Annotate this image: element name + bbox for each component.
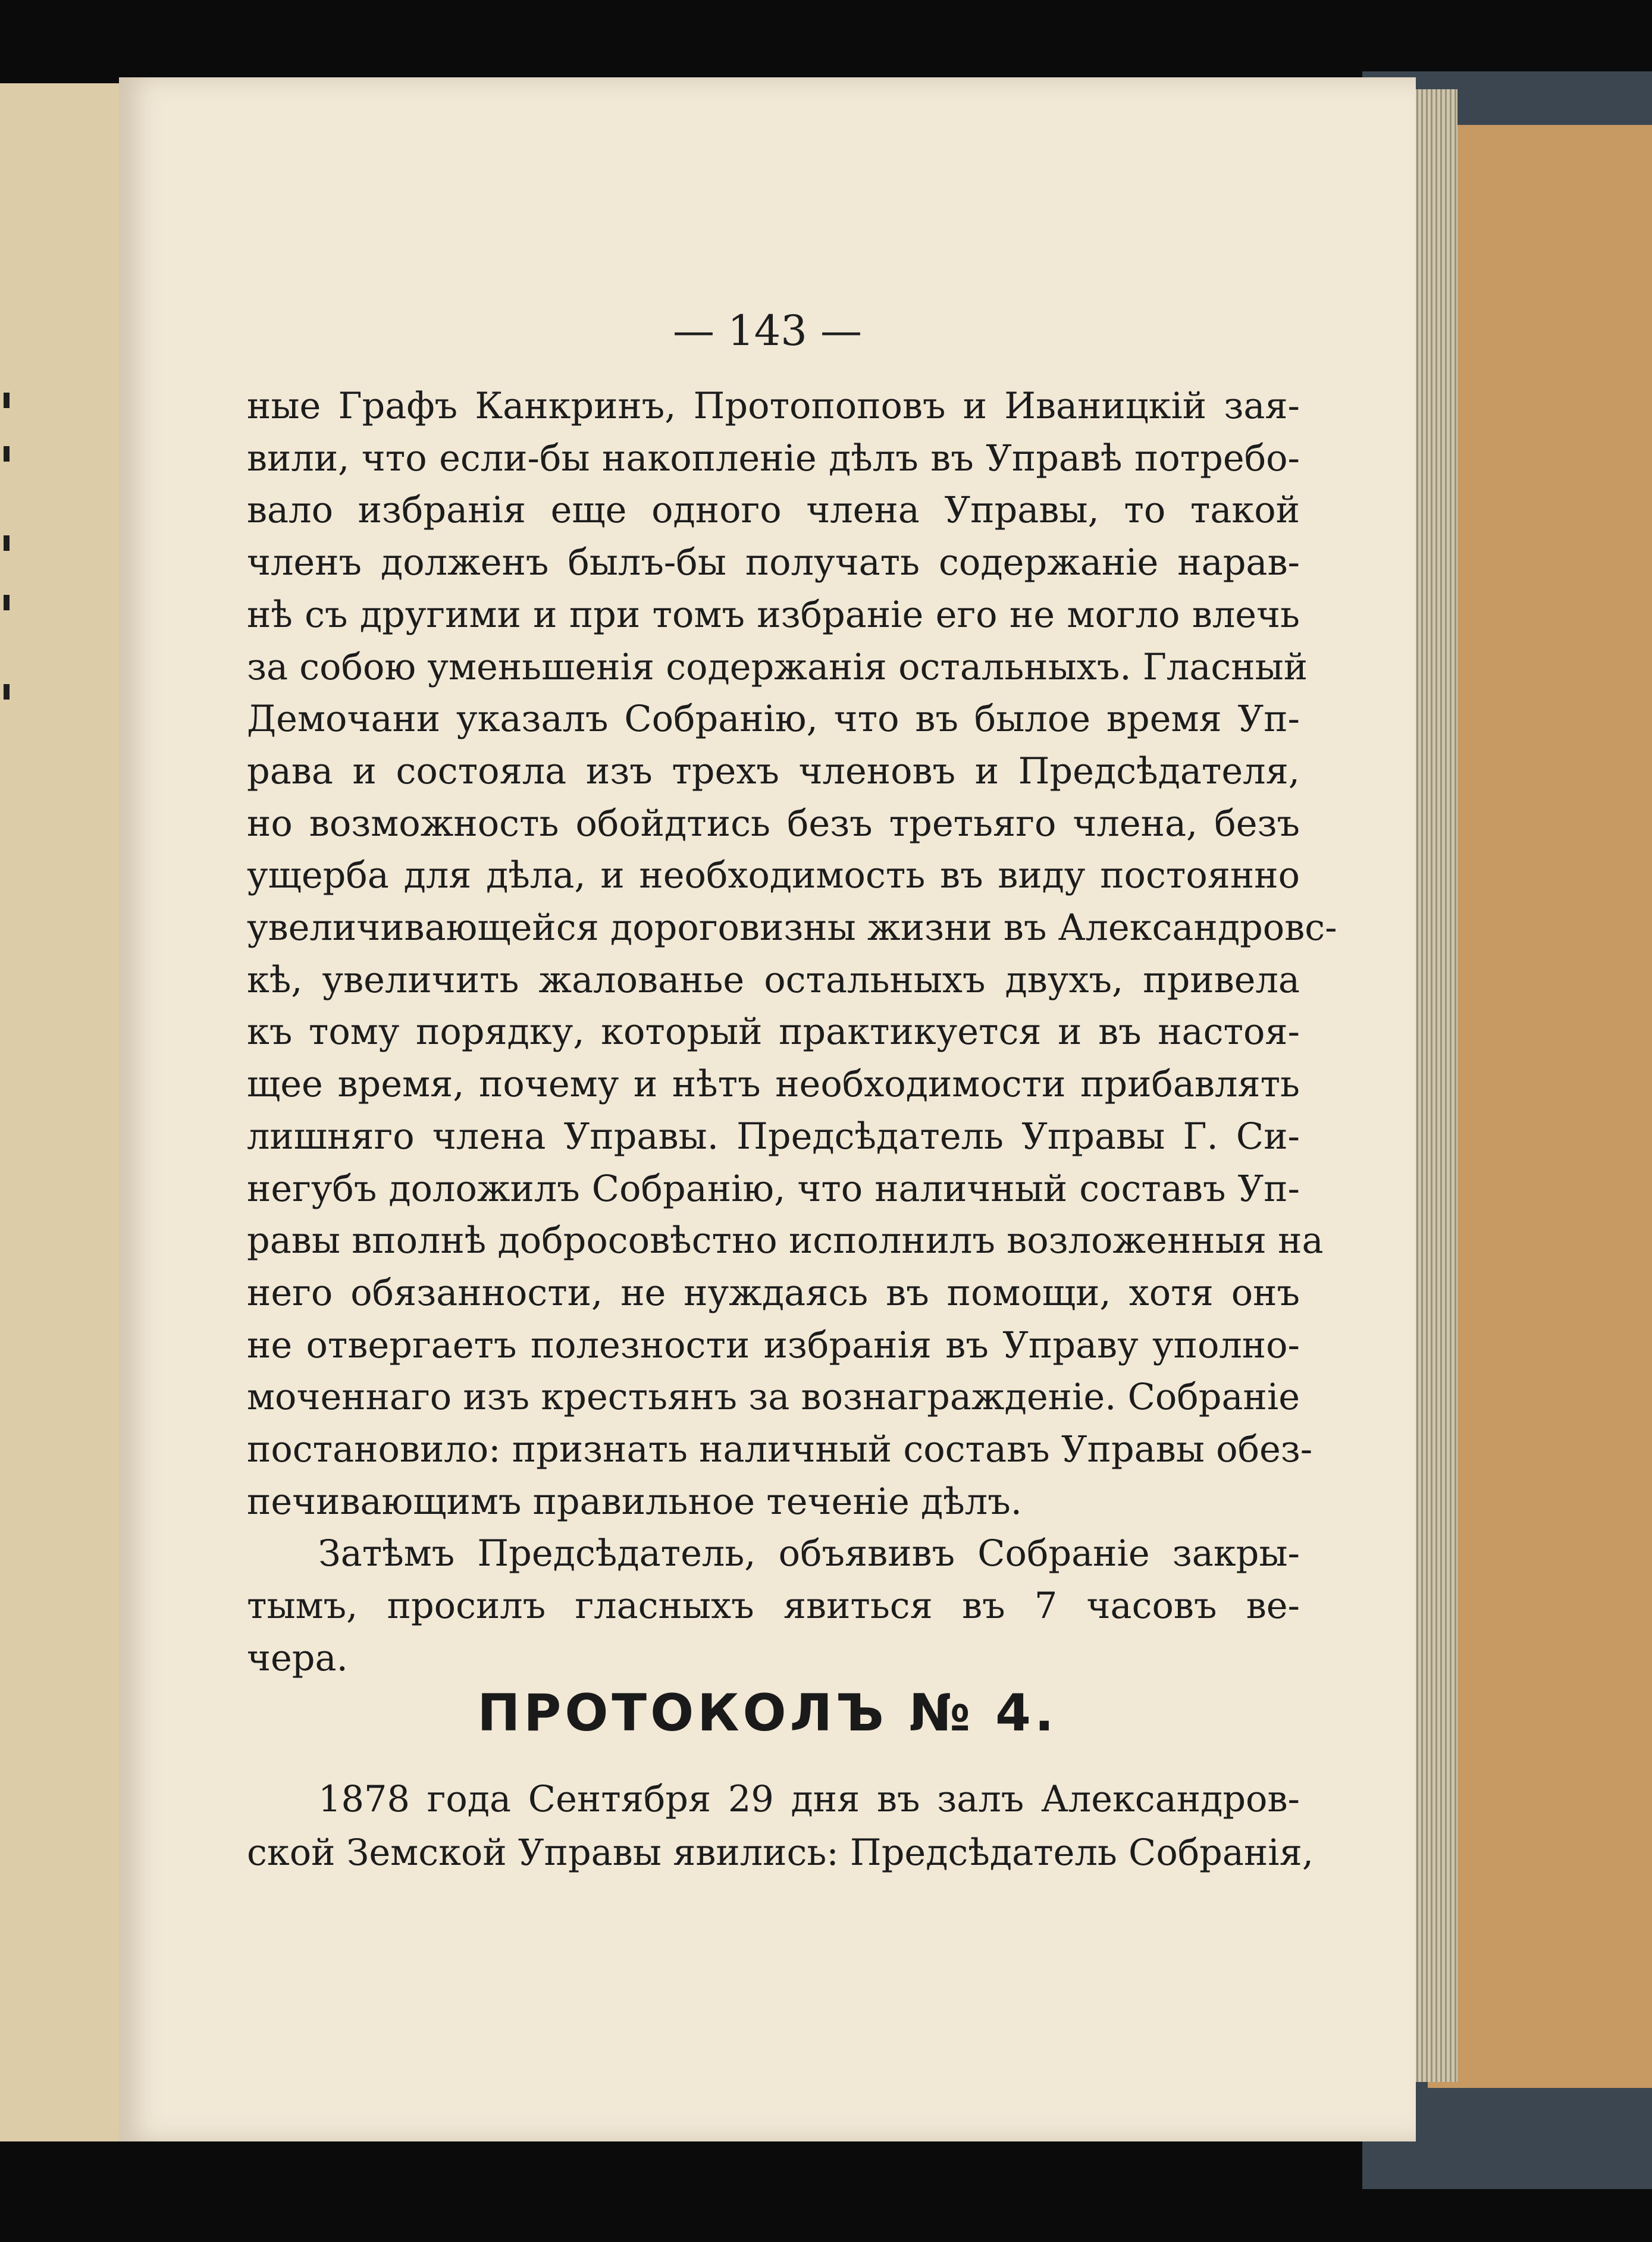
text-line: ные Графъ Канкринъ, Протопоповъ и Иваницкій зая- [247,385,1300,427]
text-line: постановило: признать наличный составъ Управы обез- [247,1429,1313,1471]
book-page [119,77,1416,2141]
text-line: къ тому порядку, который практикуется и въ настоя- [247,1011,1300,1053]
body-text-continued [247,1773,1314,1880]
text-line: печивающимъ правильное теченіе дѣлъ. [247,1481,1022,1523]
text-line: щее время, почему и нѣтъ необходимости прибавлять [247,1064,1300,1106]
text-line: Демочани указалъ Собранію, что въ былое время Уп- [247,698,1300,741]
text-line: Затѣмъ Предсѣдатель, объявивъ Собраніе закры- [318,1533,1300,1575]
text-line: вили, что если-бы накопленіе дѣлъ въ Управѣ потребо- [247,437,1300,479]
text-line: членъ долженъ былъ-бы получать содержаніе нарав- [247,542,1300,584]
text-line: лишняго члена Управы. Предсѣдатель Управы Г. Си- [247,1115,1300,1158]
protocol-heading: ПРОТОКОЛЪ № 4. [477,1683,1058,1743]
text-line: ущерба для дѣла, и необходимость въ виду постоянно [247,855,1300,897]
text-line: него обязанности, не нуждаясь въ помощи, хотя онъ [247,1272,1300,1314]
text-line: вало избранія еще одного члена Управы, то такой [247,490,1300,532]
text-line: но возможность обойдтись безъ третьяго члена, безъ [247,802,1300,845]
text-line: равы вполнѣ добросовѣстно исполнилъ возложенныя на [247,1220,1324,1262]
text-line: рава и состояла изъ трехъ членовъ и Предсѣдателя, [247,750,1300,792]
text-line: тымъ, просилъ гласныхъ явиться въ 7 часовъ ве- [247,1585,1300,1628]
body-text [247,381,1337,1685]
text-line: не отвергаетъ полезности избранія въ Управу уполно- [247,1324,1300,1366]
text-line: негубъ доложилъ Собранію, что наличный составъ Уп- [247,1168,1300,1210]
text-line: кѣ, увеличить жалованье остальныхъ двухъ, привела [247,959,1300,1001]
text-line: чера. [247,1637,348,1679]
text-line: ской Земской Управы явились: Предсѣдатель Собранія, [247,1832,1314,1874]
text-line: моченнаго изъ крестьянъ за вознагражденіе. Собраніе [247,1376,1300,1419]
text-line: за собою уменьшенія содержанія остальныхъ. Гласный [247,646,1308,688]
text-line: увеличивающейся дороговизны жизни въ Александровс- [247,907,1337,949]
text-line: 1878 года Сентября 29 дня въ залъ Александров- [318,1779,1300,1820]
text-line: нѣ съ другими и при томъ избраніе его не могло влечь [247,594,1300,636]
page-number: — 143 — [672,306,863,355]
cover-board [1428,125,1652,2088]
left-page-text-edge [0,83,18,2141]
